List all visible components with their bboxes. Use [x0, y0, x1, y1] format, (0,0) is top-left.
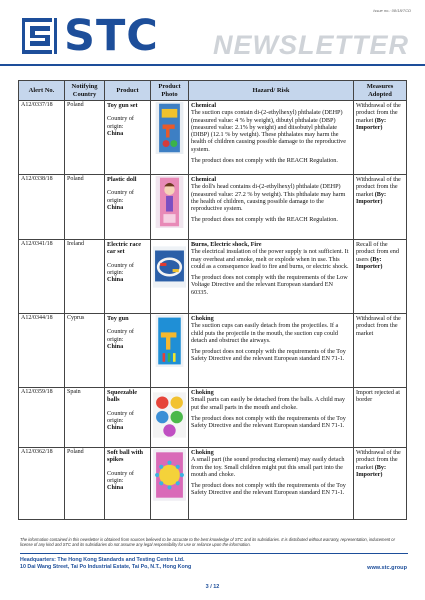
toy-gun-photo [153, 315, 186, 367]
hazard-description: The suction cups can easily detach from the projectiles. If a child puts the projectile in the mouth, the suction cup could detach and obstruct the airways. [191, 322, 339, 344]
measure-by: (By: Importer) [356, 116, 387, 131]
stc-logo [20, 11, 159, 61]
hazard-description: The electrical insulation of the power supply is not sufficient. It may overheat and smoke, melt or explode when in use. This could as a consequence lead to fire and burns, or electric shock. [191, 248, 349, 270]
alert-number: A12/0341/18 [19, 240, 65, 314]
product-name: Squeezable balls [107, 389, 138, 404]
table-row [19, 388, 407, 448]
table-header-row [19, 81, 407, 101]
hazard-description: A small part (the sound producing element) may easily detach from the toy. Small children might put this small part into the mouth and choke. [191, 456, 345, 478]
product-cell [105, 314, 151, 388]
measure-text: Withdrawal of the product from the market [356, 176, 401, 198]
hazard-cell [189, 175, 354, 240]
column-header-alert-no: Alert No. [19, 81, 65, 101]
product-cell [105, 448, 151, 520]
product-cell [105, 101, 151, 175]
logo-text: STC [64, 11, 159, 61]
origin-label: Country of origin: [107, 261, 134, 276]
website-link[interactable]: www.stc.group [367, 565, 407, 571]
hazard-description: The doll's head contains di-(2-ethylhexyl) phthalate (DEHP) (measured value: 27.2 % by weight). This phthalate may harm the health of children, causing possible damage to the reproductive system. [191, 183, 346, 213]
product-photo [151, 314, 189, 388]
measures-cell [354, 175, 407, 240]
column-header-photo: Product Photo [151, 81, 189, 101]
hazard-cell [189, 101, 354, 175]
alert-number: A12/0337/18 [19, 101, 65, 175]
compliance-note: The product does not comply with the requirements of the Low Voltage Directive and the relevant European standard EN 60335. [191, 274, 348, 296]
page-header [0, 0, 425, 74]
hq-street: 10 Dai Wang Street, Tai Po Industrial Estate, Tai Po, N.T., Hong Kong [20, 564, 192, 570]
column-header-country: Notifying Country [65, 81, 105, 101]
notifying-country: Spain [65, 388, 105, 448]
measures-cell [354, 240, 407, 314]
column-header-measures: Measures Adopted [354, 81, 407, 101]
origin-country: China [107, 484, 124, 492]
hq-name: Headquarters: The Hong Kong Standards and Testing Centre Ltd. [20, 557, 185, 563]
origin-label: Country of origin: [107, 189, 134, 204]
notifying-country: Ireland [65, 240, 105, 314]
header-divider [0, 64, 425, 66]
hazard-type: Burns, Electric shock, Fire [191, 241, 262, 248]
measures-cell [354, 314, 407, 388]
compliance-note: The product does not comply with the requirements of the Toy Safety Directive and the relevant European standard EN 71-1. [191, 414, 346, 430]
measures-cell [354, 388, 407, 448]
alert-number: A12/0338/18 [19, 175, 65, 240]
notifying-country: Cyprus [65, 314, 105, 388]
notifying-country: Poland [65, 448, 105, 520]
measure-by: (By: Importer) [356, 255, 383, 270]
notifying-country: Poland [65, 101, 105, 175]
origin-label: Country of origin: [107, 115, 134, 130]
origin-country: China [107, 424, 124, 432]
origin-label: Country of origin: [107, 409, 134, 424]
product-name: Soft ball with spikes [107, 449, 144, 464]
hazard-type: Choking [191, 449, 214, 456]
soft-ball-photo [153, 449, 186, 501]
footer-divider [20, 553, 408, 554]
measure-text: Withdrawal of the product from the market [356, 449, 401, 471]
origin-country: China [107, 276, 124, 284]
measure-text: Import rejected at border [356, 389, 400, 404]
column-header-hazard: Hazard/ Risk [189, 81, 354, 101]
compliance-note: The product does not comply with the requirements of the Toy Safety Directive and the relevant European standard EN 71-1. [191, 348, 346, 363]
product-cell [105, 388, 151, 448]
measures-cell [354, 101, 407, 175]
measure-text: Withdrawal of the product from the market [356, 102, 401, 124]
origin-country: China [107, 203, 124, 211]
product-photo [151, 448, 189, 520]
race-car-set-photo [153, 241, 186, 293]
measures-cell [354, 448, 407, 520]
product-photo [151, 240, 189, 314]
hazard-type: Choking [191, 315, 214, 322]
table-row [19, 314, 407, 388]
hazard-cell [189, 314, 354, 388]
notifying-country: Poland [65, 175, 105, 240]
alert-number: A12/0362/18 [19, 448, 65, 520]
measure-text: Recall of the product from end users [356, 241, 399, 263]
column-header-product: Product [105, 81, 151, 101]
product-photo [151, 175, 189, 240]
alert-number: A12/0359/18 [19, 388, 65, 448]
hazard-description: Small parts can easily be detached from the balls. A child may put the small parts in the mouth and choke. [191, 396, 345, 411]
hazard-type: Chemical [191, 176, 217, 183]
table-row [19, 448, 407, 520]
origin-country: China [107, 129, 124, 137]
product-name: Toy gun set [107, 102, 138, 109]
alerts-table [18, 80, 407, 520]
product-cell [105, 240, 151, 314]
hazard-cell [189, 388, 354, 448]
table-row [19, 175, 407, 240]
hazard-description: The suction cups contain di-(2-ethylhexyl) phthalate (DEHP) (measured value: 4 % by weight), dibutyl phthalate (DBP) (measured value: 2.1% by weight) and diisobutyl phthalate (DIBP) (12.1 % by weight). These phthalates may harm the health of children causing possible damage to the reproductive system. [191, 109, 346, 153]
product-name: Toy gun [107, 315, 129, 322]
table-row [19, 240, 407, 314]
hazard-type: Chemical [191, 102, 217, 109]
alert-number: A12/0344/18 [19, 314, 65, 388]
compliance-note: The product does not comply with the REACH Regulation. [191, 157, 338, 165]
compliance-note: The product does not comply with the requirements of the Toy Safety Directive and the relevant European standard EN 71-1. [191, 482, 346, 497]
product-cell [105, 175, 151, 240]
newsletter-title: NEWSLETTER [213, 30, 409, 60]
product-name: Electric race car set [107, 241, 142, 256]
measure-text: Withdrawal of the product from the market [356, 315, 401, 337]
toy-gun-set-photo [153, 102, 186, 154]
hazard-type: Choking [191, 389, 214, 396]
page-number: 3 / 12 [205, 584, 220, 590]
squeezable-balls-photo [153, 389, 186, 441]
origin-label: Country of origin: [107, 469, 134, 484]
product-photo [151, 101, 189, 175]
measure-by: (By: Importer) [356, 190, 387, 205]
table-row [19, 101, 407, 175]
product-photo [151, 388, 189, 448]
hazard-cell [189, 240, 354, 314]
compliance-note: The product does not comply with the REACH Regulation. [191, 216, 338, 224]
headquarters-address [20, 557, 191, 571]
issue-number: Issue no.: 08/18/TCD [373, 8, 411, 13]
measure-by: (By: Importer) [356, 463, 387, 478]
origin-label: Country of origin: [107, 328, 134, 343]
plastic-doll-photo [153, 176, 186, 228]
stc-logo-mark-icon [20, 14, 60, 58]
hazard-cell [189, 448, 354, 520]
disclaimer-text: The information contained in this newsletter is obtained from sources believed to be accurate to the best knowledge of STC and its subsidiaries. It is distributed without warranty, representation, inducement or license of any kind and STC and its subsidiaries do not assume any legal responsibility for use or reliance upon the information. [20, 537, 395, 547]
product-name: Plastic doll [107, 176, 137, 183]
origin-country: China [107, 342, 124, 350]
